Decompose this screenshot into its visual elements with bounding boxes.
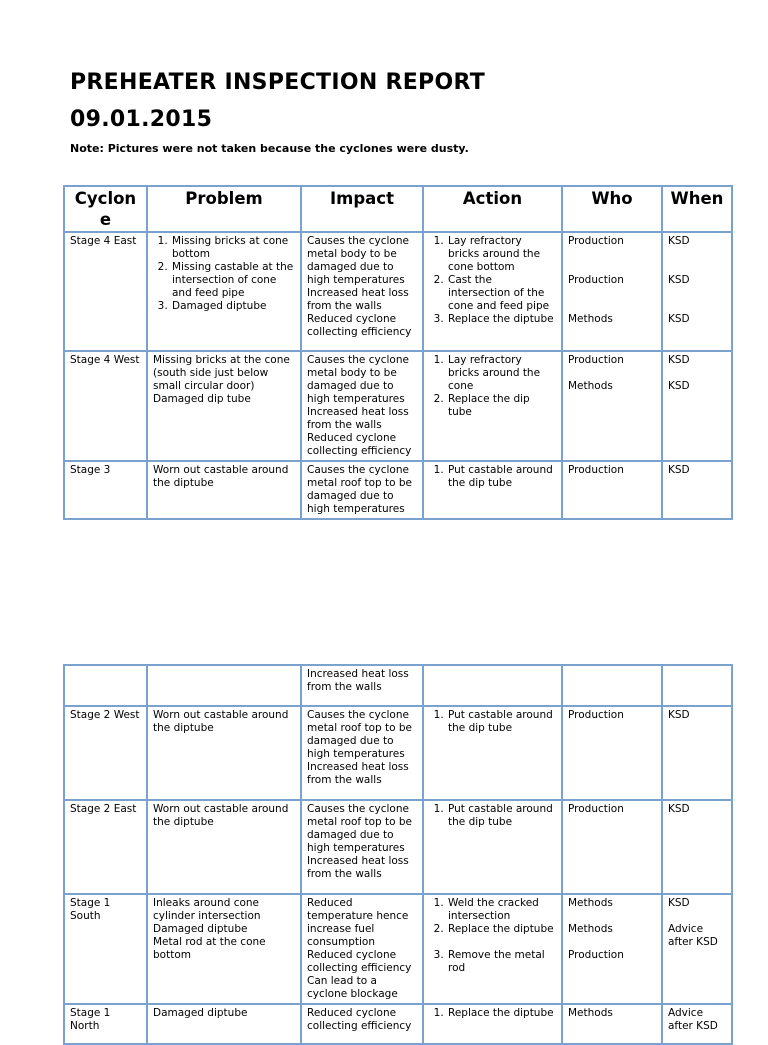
when-cell: KSD: [662, 461, 732, 519]
when-cell: KSD: [662, 800, 732, 894]
header-when: When: [662, 186, 732, 232]
action-cell: [423, 800, 562, 894]
table-row: [64, 461, 732, 519]
impact-cell: Reduced temperature hence increase fuel consumption Reduced cyclone collecting efficiency Can lead to a cyclone blockage: [301, 894, 423, 1004]
list-item: 1. Replace the diptube: [447, 1007, 556, 1020]
action-cell: [423, 461, 562, 519]
action-cell: [423, 232, 562, 351]
list-item: 1. Put castable around the dip tube: [447, 464, 556, 490]
list-item: 3. Damaged diptube: [171, 300, 295, 313]
report-title: PREHEATER INSPECTION REPORT: [70, 70, 486, 95]
problem-cell: Worn out castable around the diptube: [147, 461, 301, 519]
list-item: 2. Replace the diptube: [447, 923, 556, 936]
cyclone-cell: Stage 4 West: [64, 351, 147, 461]
list-item: 1. Put castable around the dip tube: [447, 709, 556, 735]
table-row: [64, 232, 732, 351]
action-cell: [423, 351, 562, 461]
who-cell: Production Production Methods: [562, 232, 662, 351]
list-item: 1. Lay refractory bricks around the cone bottom: [447, 235, 556, 274]
list-item: 2. Missing castable at the intersection of cone and feed pipe: [171, 261, 295, 300]
list-item: 2. Replace the dip tube: [447, 393, 556, 419]
cyclone-cell: Stage 4 East: [64, 232, 147, 351]
when-cell: KSD KSD: [662, 351, 732, 461]
list-item: 3. Replace the diptube: [447, 313, 556, 326]
list-item: 3. Remove the metal rod: [447, 949, 556, 975]
who-cell: Production: [562, 800, 662, 894]
impact-cell: Causes the cyclone metal body to be damaged due to high temperatures Increased heat loss from the walls Reduced cyclone collecting efficiency: [301, 232, 423, 351]
list-item: 1. Weld the cracked intersection: [447, 897, 556, 923]
who-cell: Methods: [562, 1004, 662, 1044]
impact-cell: Reduced cyclone collecting efficiency: [301, 1004, 423, 1044]
problem-cell: [147, 665, 301, 706]
problem-cell: Missing bricks at the cone (south side just below small circular door) Damaged dip tube: [147, 351, 301, 461]
cyclone-cell: [64, 665, 147, 706]
when-cell: KSD Advice after KSD: [662, 894, 732, 1004]
problem-cell: Worn out castable around the diptube: [147, 800, 301, 894]
cyclone-cell: Stage 2 West: [64, 706, 147, 800]
action-cell: [423, 1004, 562, 1044]
impact-cell: Causes the cyclone metal body to be damaged due to high temperatures Increased heat loss from the walls Reduced cyclone collecting efficiency: [301, 351, 423, 461]
impact-cell: Increased heat loss from the walls: [301, 665, 423, 706]
who-cell: Methods Methods Production: [562, 894, 662, 1004]
when-cell: KSD: [662, 706, 732, 800]
table-row: [64, 665, 732, 706]
when-cell: KSD KSD KSD: [662, 232, 732, 351]
list-item: 1. Lay refractory bricks around the cone: [447, 354, 556, 393]
when-cell: Advice after KSD: [662, 1004, 732, 1044]
impact-cell: Causes the cyclone metal roof top to be damaged due to high temperatures Increased heat loss from the walls: [301, 800, 423, 894]
who-cell: Production Methods: [562, 351, 662, 461]
cyclone-cell: Stage 1 North: [64, 1004, 147, 1044]
problem-cell: Worn out castable around the diptube: [147, 706, 301, 800]
impact-cell: Causes the cyclone metal roof top to be damaged due to high temperatures: [301, 461, 423, 519]
action-cell: [423, 665, 562, 706]
table-row: [64, 1004, 732, 1044]
cyclone-cell: Stage 1 South: [64, 894, 147, 1004]
inspection-table-continued: [63, 664, 733, 1045]
problem-cell: Inleaks around cone cylinder intersection Damaged diptube Metal rod at the cone bottom: [147, 894, 301, 1004]
table-row: [64, 800, 732, 894]
list-item: 1. Missing bricks at cone bottom: [171, 235, 295, 261]
table-row: [64, 894, 732, 1004]
when-cell: [662, 665, 732, 706]
impact-cell: Causes the cyclone metal roof top to be damaged due to high temperatures Increased heat loss from the walls: [301, 706, 423, 800]
cyclone-cell: Stage 2 East: [64, 800, 147, 894]
header-problem: Problem: [147, 186, 301, 232]
who-cell: Production: [562, 706, 662, 800]
report-date: 09.01.2015: [70, 107, 213, 132]
table-row: [64, 351, 732, 461]
cyclone-cell: Stage 3: [64, 461, 147, 519]
problem-cell: [147, 232, 301, 351]
list-item: 1. Put castable around the dip tube: [447, 803, 556, 829]
table-header-row: [64, 186, 732, 232]
problem-cell: Damaged diptube: [147, 1004, 301, 1044]
report-note: Note: Pictures were not taken because the cyclones were dusty.: [70, 142, 469, 155]
header-action: Action: [423, 186, 562, 232]
who-cell: Production: [562, 461, 662, 519]
list-item: 2. Cast the intersection of the cone and feed pipe: [447, 274, 556, 313]
header-cyclone: Cyclon e: [64, 186, 147, 232]
action-cell: [423, 894, 562, 1004]
header-who: Who: [562, 186, 662, 232]
who-cell: [562, 665, 662, 706]
header-impact: Impact: [301, 186, 423, 232]
table-row: [64, 706, 732, 800]
inspection-table: [63, 185, 733, 520]
action-cell: [423, 706, 562, 800]
